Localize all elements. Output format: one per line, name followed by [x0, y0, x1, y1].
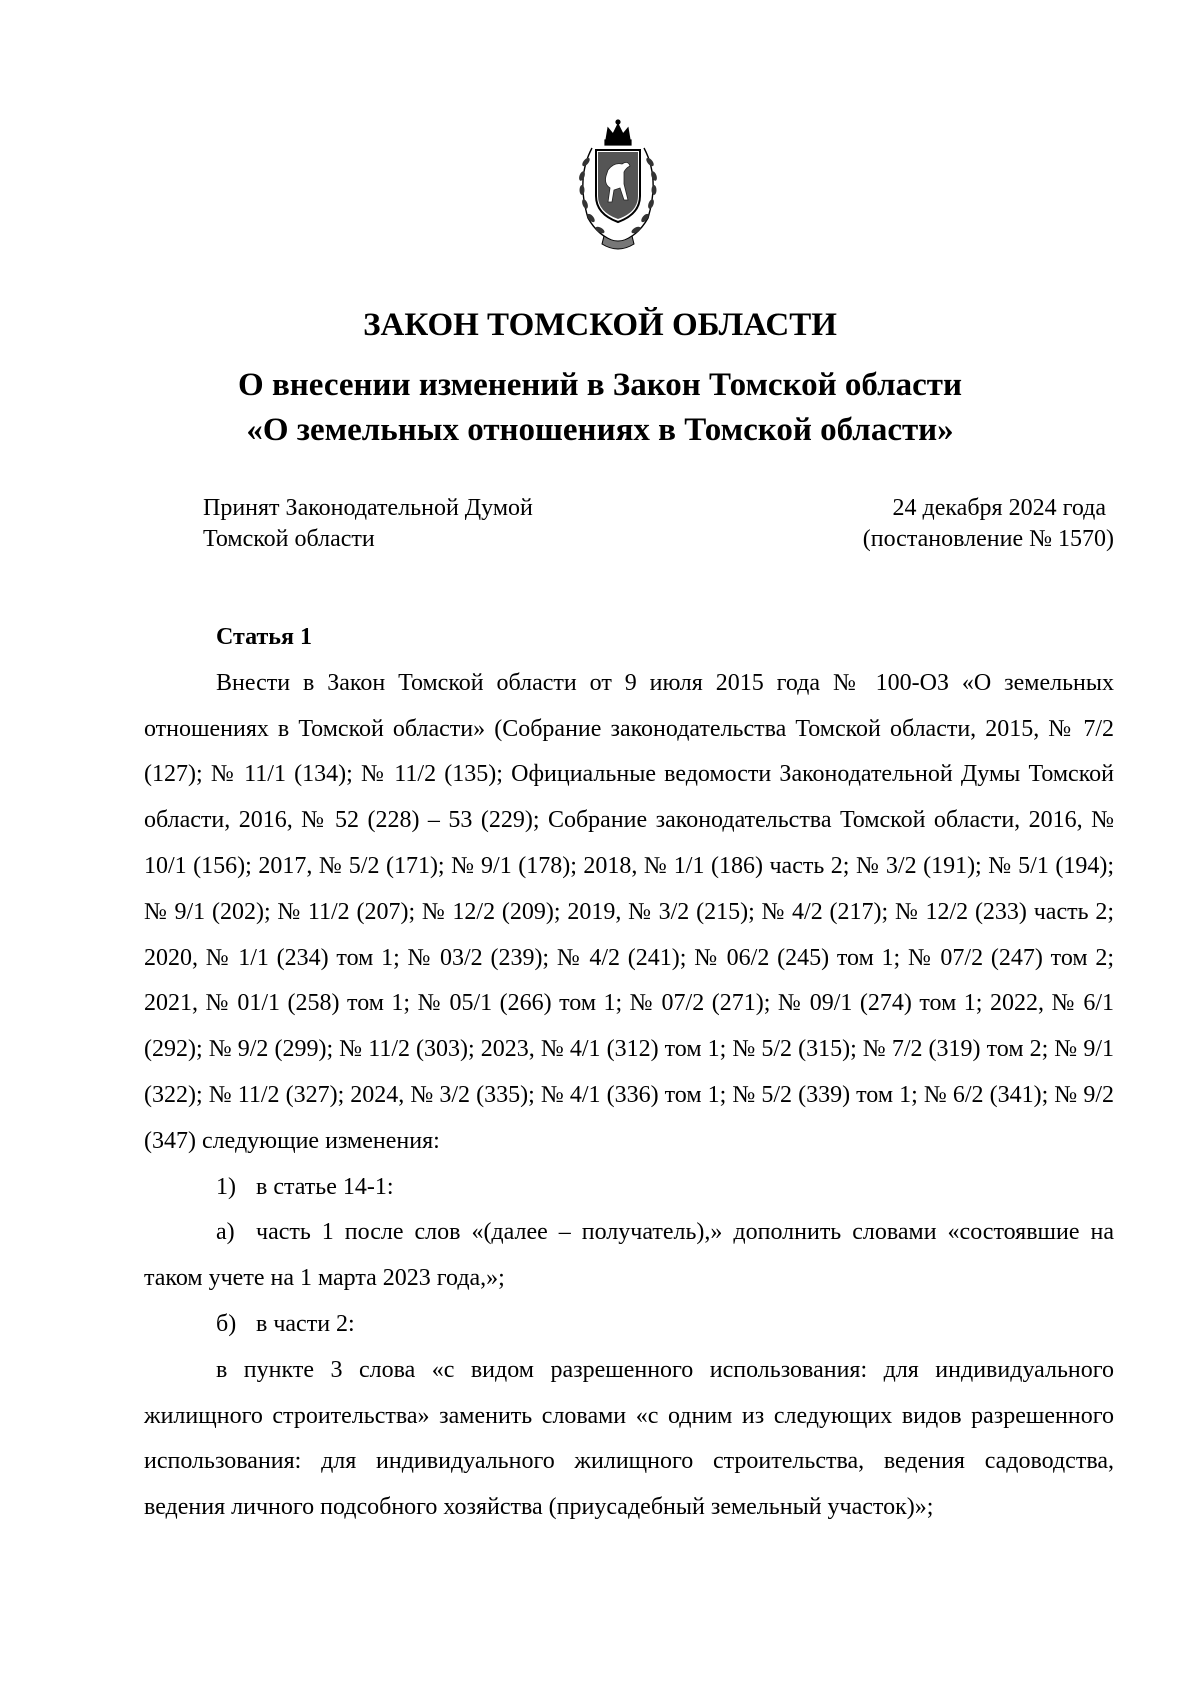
list-item-1-number: 1) — [216, 1173, 236, 1200]
law-subtitle-line-2: «О земельных отношениях в Томской области» — [246, 412, 954, 448]
adopted-by-line-2: Томской области — [203, 526, 375, 552]
adoption-date-block — [863, 493, 1114, 555]
list-item-1 — [144, 1165, 1114, 1211]
list-item-b-letter: б) — [216, 1310, 237, 1337]
list-item-1-text: в статье 14-1: — [256, 1173, 394, 1200]
article-title: Статья 1 — [216, 624, 312, 650]
adopted-by-line-1: Принят Законодательной Думой — [203, 495, 533, 521]
list-item-b — [144, 1302, 1114, 1348]
coat-of-arms-icon — [558, 118, 678, 258]
list-item-a-text: часть 1 после слов «(далее – получатель),» дополнить словами «состоявшие на таком учете на 1 марта 2023 года,»; — [144, 1219, 1114, 1292]
law-body — [144, 615, 1114, 1531]
law-title: ЗАКОН ТОМСКОЙ ОБЛАСТИ — [363, 307, 837, 343]
article-intro-paragraph: Внести в Закон Томской области от 9 июля 2015 года № 100-ОЗ «О земельных отношениях в Томской области» (Собрание законодательства Томской области, 2015, № 7/2 (127); № 11/1 (134); № 11/2 (135); Официальные ведомости Законодательной Думы Томской области, 2016, № 52 (228) – 53 (229); Собрание законодательства Томской области, 2016, № 10/1 (156); 2017, № 5/2 (171); № 9/1 (178); 2018, № 1/1 (186) часть 2; № 3/2 (191); № 5/1 (194); № 9/1 (202); № 11/2 (207); № 12/2 (209); 2019, № 3/2 (215); № 4/2 (217); № 12/2 (233) часть 2; 2020, № 1/1 (234) том 1; № 03/2 (239); № 4/2 (241); № 06/2 (245) том 1; № 07/2 (247) том 2; 2021, № 01/1 (258) том 1; № 05/1 (266) том 1; № 07/2 (271); № 09/1 (274) том 1; 2022, № 6/1 (292); № 9/2 (299); № 11/2 (303); 2023, № 4/1 (312) том 1; № 5/2 (315); № 7/2 (319) том 2; № 9/1 (322); № 11/2 (327); 2024, № 3/2 (335); № 4/1 (336) том 1; № 5/2 (339) том 1; № 6/2 (341); № 9/2 (347) следующие изменения: — [144, 669, 1114, 1154]
adopted-by — [203, 493, 533, 555]
list-item-a — [144, 1210, 1114, 1302]
list-item-a-letter: а) — [216, 1219, 235, 1246]
adoption-date: 24 декабря 2024 года — [892, 495, 1106, 521]
point-3-paragraph: в пункте 3 слова «с видом разрешенного использования: для индивидуального жилищного строительства» заменить словами «с одним из следующих видов разрешенного использования: для индивидуального жилищного строительства, ведения садоводства, ведения личного подсобного хозяйства (приусадебный земельный участок)»; — [144, 1356, 1114, 1521]
resolution-number: (постановление № 1570) — [862, 526, 1114, 552]
law-subtitle-line-1: О внесении изменений в Закон Томской области — [238, 367, 962, 403]
list-item-b-text: в части 2: — [256, 1310, 355, 1337]
